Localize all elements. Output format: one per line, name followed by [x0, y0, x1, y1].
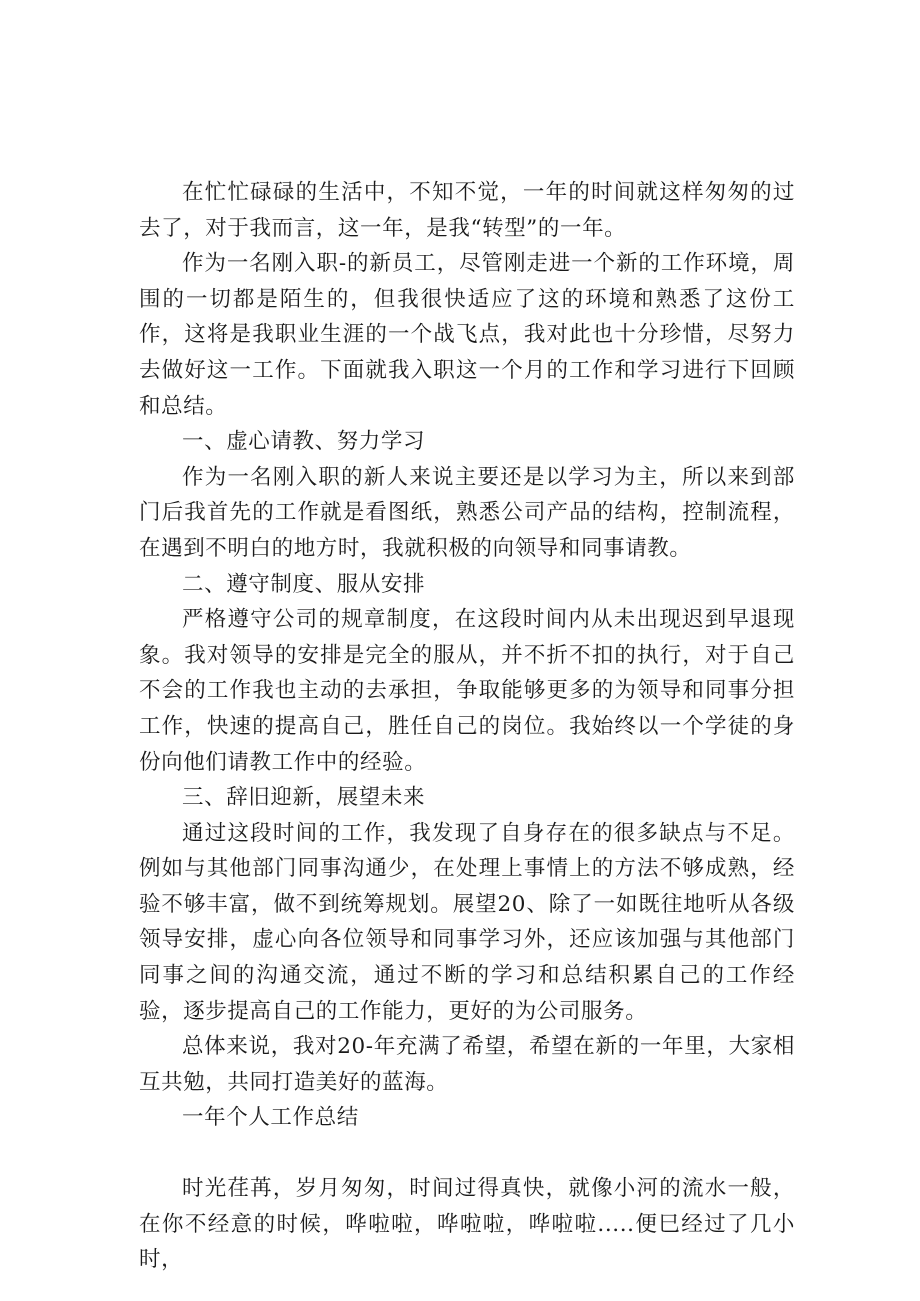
- blank-line: [139, 1136, 795, 1171]
- paragraph-section-3: 通过这段时间的工作，我发现了自身存在的很多缺点与不足。例如与其他部门同事沟通少，在处理上事情上的方法不够成熟，经验不够丰富，做不到统筹规划。展望20、除了一如既往地听从各级领导安排，虚心向各位领导和同事学习外，还应该加强与其他部门同事之间的沟通交流，通过不断的学习和总结积累自己的工作经验，逐步提高自己的工作能力，更好的为公司服务。: [139, 820, 795, 1024]
- paragraph-new-employee: 作为一名刚入职-的新员工，尽管刚走进一个新的工作环境，周围的一切都是陌生的，但我很快适应了这的环境和熟悉了这份工作，这将是我职业生涯的一个战飞点，我对此也十分珍惜，尽努力去做好这一工作。下面就我入职这一个月的工作和学习进行下回顾和总结。: [139, 251, 795, 419]
- paragraph-section-1: 作为一名刚入职的新人来说主要还是以学习为主，所以来到部门后我首先的工作就是看图纸，熟悉公司产品的结构，控制流程，在遇到不明白的地方时，我就积极的向领导和同事请教。: [139, 464, 795, 561]
- section-heading-3: 三、辞旧迎新，展望未来: [182, 785, 426, 811]
- document-body: [139, 175, 795, 1278]
- paragraph-time-passes: 时光荏苒，岁月匆匆，时间过得真快，就像小河的流水一般，在你不经意的时候，哗啦啦，哗啦啦，哗啦啦.....便巳经过了几小时，: [139, 1176, 795, 1273]
- paragraph-conclusion: 总体来说，我对20-年充满了希望，希望在新的一年里，大家相互共勉，共同打造美好的蓝海。: [139, 1034, 795, 1095]
- section-heading-2: 二、遵守制度、服从安排: [182, 571, 426, 597]
- paragraph-section-2: 严格遵守公司的规章制度，在这段时间内从未出现迟到早退现象。我对领导的安排是完全的服从，并不折不扣的执行，对于自己不会的工作我也主动的去承担，争取能够更多的为领导和同事分担工作，快速的提高自己，胜任自己的岗位。我始终以一个学徒的身份向他们请教工作中的经验。: [139, 607, 795, 775]
- paragraph-intro: 在忙忙碌碌的生活中，不知不觉，一年的时间就这样匆匆的过去了，对于我而言，这一年，是我“转型”的一年。: [139, 180, 795, 241]
- section-heading-1: 一、虚心请教、努力学习: [182, 429, 426, 455]
- document-subtitle: 一年个人工作总结: [182, 1105, 359, 1131]
